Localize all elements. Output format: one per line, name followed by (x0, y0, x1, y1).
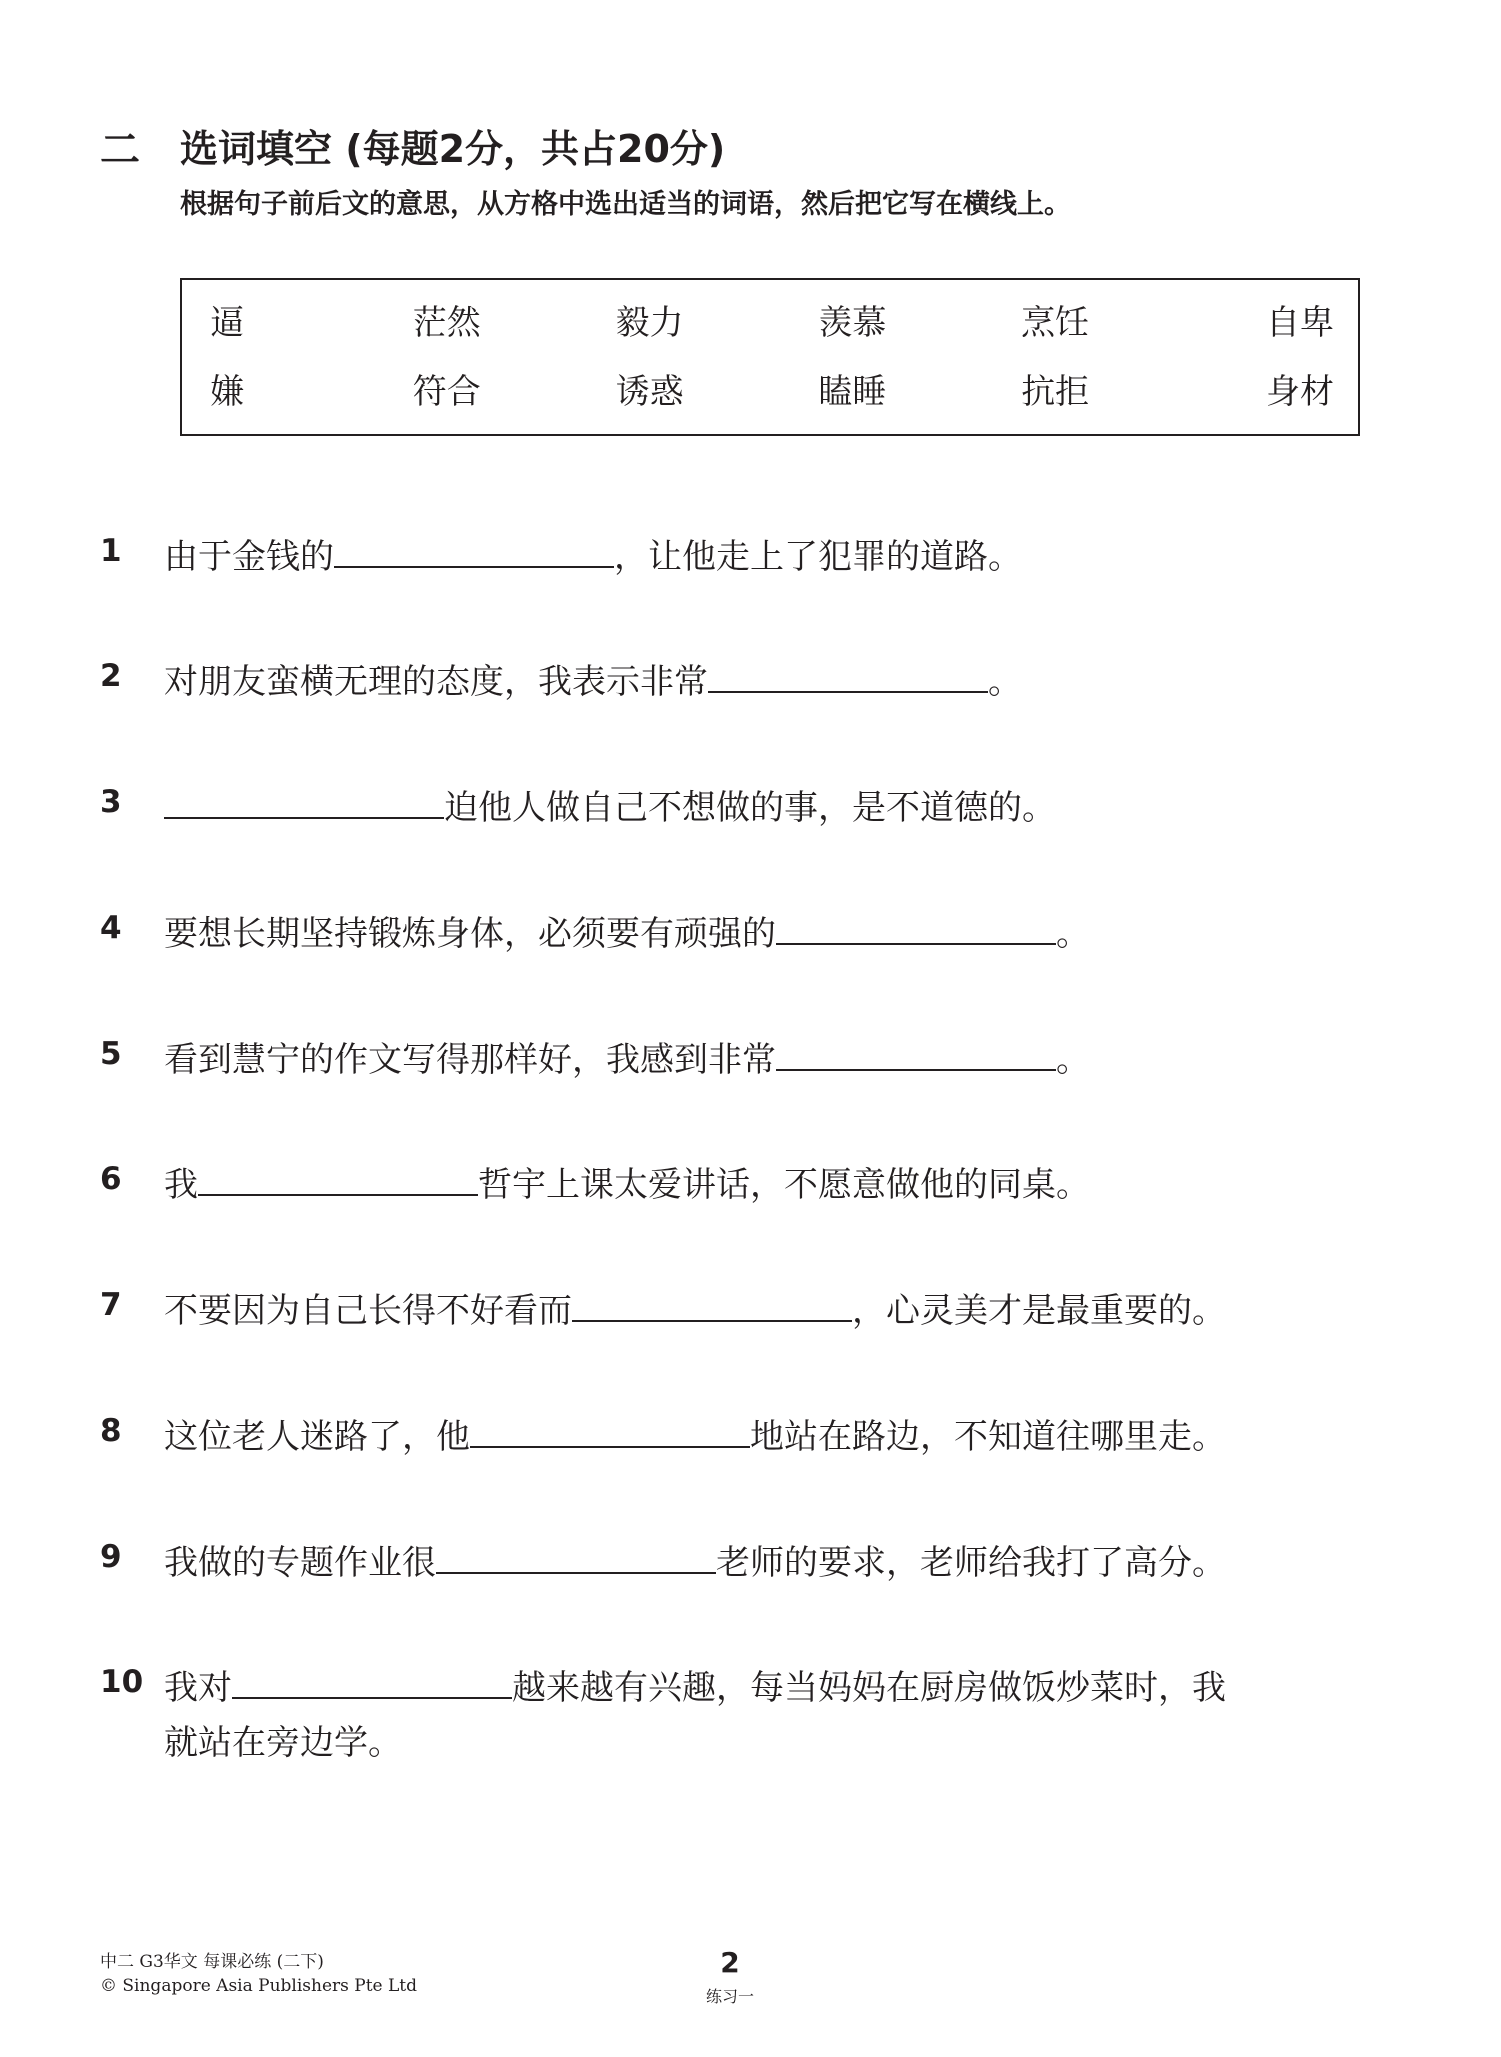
word-bank-box (180, 278, 1360, 436)
question-text-after: ，心灵美才是最重要的。 (852, 1291, 1226, 1331)
answer-blank-10[interactable] (232, 1659, 512, 1699)
answer-blank-5[interactable] (776, 1031, 1056, 1071)
question-9 (164, 1534, 1226, 1588)
word-bank-row-2 (210, 367, 1334, 417)
word-bank-item: 烹饪 (1021, 303, 1090, 343)
question-text-after: 老师的要求，老师给我打了高分。 (716, 1543, 1226, 1583)
question-3 (164, 779, 1056, 833)
question-8 (164, 1408, 1226, 1462)
question-text-after: 越来越有兴趣，每当妈妈在厨房做饭炒菜时，我 (512, 1668, 1226, 1708)
question-text-before: 要想长期坚持锻炼身体，必须要有顽强的 (164, 914, 776, 954)
question-7 (164, 1282, 1226, 1336)
question-2 (164, 653, 1022, 707)
question-number: 4 (100, 910, 122, 946)
word-bank-item: 毅力 (615, 303, 684, 343)
word-bank-row-1 (210, 298, 1334, 348)
answer-blank-7[interactable] (572, 1282, 852, 1322)
question-number: 1 (100, 533, 122, 569)
question-text-before: 由于金钱的 (164, 537, 334, 577)
answer-blank-3[interactable] (164, 779, 444, 819)
answer-blank-6[interactable] (198, 1156, 478, 1196)
footer-publisher (100, 1950, 417, 1998)
question-number: 6 (100, 1161, 122, 1197)
question-4 (164, 905, 1090, 959)
page-number: 2 (720, 1946, 740, 1979)
question-1 (164, 528, 1022, 582)
section-title: 选词填空 (每题2分，共占20分) (180, 127, 726, 171)
word-bank-item: 茫然 (412, 303, 481, 343)
question-text-before: 我 (164, 1165, 198, 1205)
question-number: 7 (100, 1287, 122, 1323)
question-text-after: 哲宇上课太爱讲话，不愿意做他的同桌。 (478, 1165, 1090, 1205)
question-text-after: 。 (988, 662, 1022, 702)
word-bank-item: 符合 (412, 372, 481, 412)
exercise-label: 练习一 (705, 1987, 754, 2006)
question-10 (164, 1659, 1226, 1713)
word-bank-item: 逼 (210, 303, 244, 343)
answer-blank-1[interactable] (334, 528, 614, 568)
question-5 (164, 1031, 1090, 1085)
answer-blank-2[interactable] (708, 653, 988, 693)
question-number: 2 (100, 658, 122, 694)
answer-blank-4[interactable] (776, 905, 1056, 945)
word-bank-item: 羡慕 (818, 303, 887, 343)
question-text-after: ，让他走上了犯罪的道路。 (614, 537, 1022, 577)
instructions: 根据句子前后文的意思，从方格中选出适当的词语，然后把它写在横线上。 (180, 189, 1071, 220)
copyright-notice: © Singapore Asia Publishers Pte Ltd (100, 1976, 418, 1996)
question-number: 5 (100, 1036, 122, 1072)
question-text-after: 地站在路边，不知道往哪里走。 (750, 1417, 1226, 1457)
question-text-before: 不要因为自己长得不好看而 (164, 1291, 572, 1331)
question-text-before: 这位老人迷路了，他 (164, 1417, 470, 1457)
answer-blank-9[interactable] (436, 1534, 716, 1574)
question-text-before: 看到慧宁的作文写得那样好，我感到非常 (164, 1040, 776, 1080)
question-number: 8 (100, 1413, 122, 1449)
word-bank-item: 诱惑 (615, 372, 684, 412)
answer-blank-8[interactable] (470, 1408, 750, 1448)
question-number: 9 (100, 1539, 122, 1575)
question-text-before: 我对 (164, 1668, 232, 1708)
word-bank-item: 嫌 (210, 372, 244, 412)
question-text-after: 。 (1056, 1040, 1090, 1080)
question-number: 3 (100, 784, 122, 820)
word-bank-item: 自卑 (1265, 303, 1334, 343)
question-text-before: 对朋友蛮横无理的态度，我表示非常 (164, 662, 708, 702)
question-10-continuation: 就站在旁边学。 (164, 1723, 402, 1763)
question-text-after: 。 (1056, 914, 1090, 954)
word-bank-item: 瞌睡 (818, 372, 887, 412)
question-text-before: 我做的专题作业很 (164, 1543, 436, 1583)
section-number: 二 (100, 127, 140, 173)
book-title: 中二 G3华文 每课必练 (二下) (100, 1952, 324, 1972)
question-6 (164, 1156, 1090, 1210)
word-bank-item: 抗拒 (1021, 372, 1090, 412)
question-number: 10 (100, 1664, 144, 1700)
word-bank-item: 身材 (1265, 372, 1334, 412)
question-text-after: 迫他人做自己不想做的事，是不道德的。 (444, 788, 1056, 828)
